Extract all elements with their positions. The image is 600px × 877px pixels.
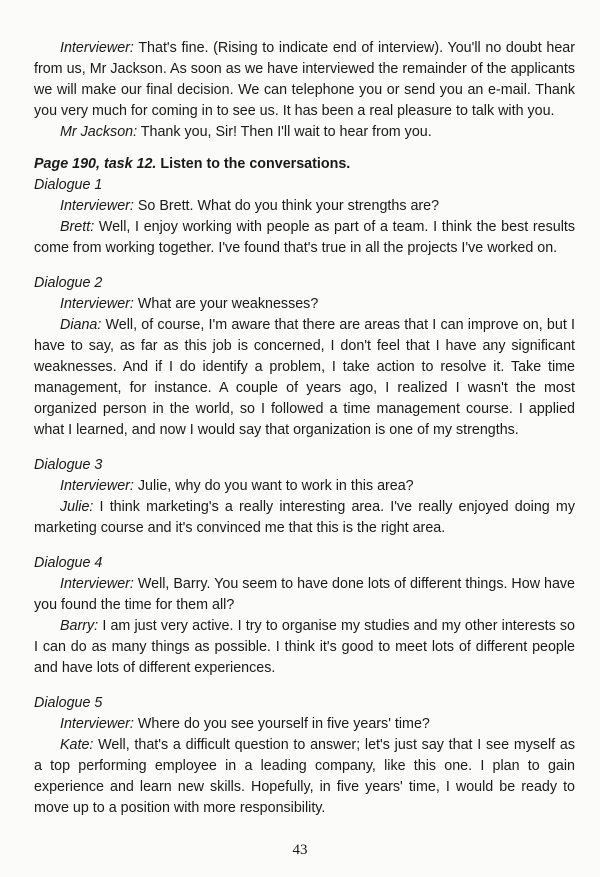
dialogue-title: Dialogue 2 (34, 275, 103, 291)
speaker-label: Interviewer: (60, 198, 134, 214)
speaker-label: Interviewer: (60, 296, 134, 312)
paragraph (34, 38, 575, 122)
utterance-text: What are your weaknesses? (133, 296, 319, 312)
paragraph (34, 196, 575, 217)
paragraph (34, 294, 575, 315)
utterance-text: Thank you, Sir! Then I'll wait to hear from you. (137, 124, 432, 140)
utterance-text: Well, Barry. You seem to have done lots of different things. How have you found the time for them all? (34, 576, 575, 613)
paragraph (34, 122, 575, 143)
task-instruction: Listen to the conversations. (156, 156, 351, 172)
speaker-label: Interviewer: (60, 40, 134, 56)
paragraph (34, 497, 575, 539)
dialogue-title: Dialogue 5 (34, 695, 103, 711)
paragraph (34, 714, 575, 735)
utterance-text: Julie, why do you want to work in this area? (133, 478, 414, 494)
speaker-label: Brett: (60, 219, 95, 235)
utterance-text: Well, I enjoy working with people as part of a team. I think the best results come from working together. I've found that's true in all the projects I've worked on. (34, 219, 575, 256)
speaker-label: Barry: (60, 618, 99, 634)
speaker-label: Diana: (60, 317, 102, 333)
utterance-text: So Brett. What do you think your strengths are? (133, 198, 440, 214)
paragraph (34, 476, 575, 497)
page-number: 43 (292, 842, 308, 858)
dialogue-title: Dialogue 4 (34, 555, 103, 571)
speaker-label: Kate: (60, 737, 94, 753)
dialogue-title: Dialogue 3 (34, 457, 103, 473)
paragraph (34, 735, 575, 819)
dialogue-title: Dialogue 1 (34, 177, 103, 193)
utterance-text: Well, of course, I'm aware that there are areas that I can improve on, but I have to say, as far as this job is concerned, I don't feel that I have any significant weaknesses. And if I do identify a problem, I take action to resolve it. Take time management, for instance. A couple of years ago, I realized I wasn't the most organized person in the world, so I followed a time management course. I applied what I learned, and now I would say that organization is one of my strengths. (34, 317, 575, 438)
utterance-text: I am just very active. I try to organise my studies and my other interests so I can do as many things as possible. I think it's good to meet lots of different people and have lots of different experiences. (34, 618, 575, 676)
paragraph (34, 315, 575, 441)
speaker-label: Mr Jackson: (60, 124, 138, 140)
utterance-text: I think marketing's a really interesting area. I've really enjoyed doing my marketing course and it's convinced me that this is the right area. (34, 499, 575, 536)
task-reference: Page 190, task 12. (34, 156, 157, 172)
paragraph (34, 616, 575, 679)
utterance-text: That's fine. (Rising to indicate end of interview). You'll no doubt hear from us, Mr Jackson. As soon as we have interviewed the remainder of the applicants we will make our final decision. We can telephone you or send you an e-mail. Thank you very much for coming in to see us. It has been a real pleasure to talk with you. (34, 40, 575, 119)
task-heading (34, 154, 575, 175)
speaker-label: Interviewer: (60, 716, 134, 732)
speaker-label: Julie: (60, 499, 94, 515)
speaker-label: Interviewer: (60, 576, 134, 592)
paragraph (34, 217, 575, 259)
speaker-label: Interviewer: (60, 478, 134, 494)
utterance-text: Well, that's a difficult question to answer; let's just say that I see myself as a top performing employee in a leading company, like this one. I plan to gain experience and learn new skills. Hopefully, in five years' time, I would be ready to move up to a position with more responsibility. (34, 737, 575, 816)
utterance-text: Where do you see yourself in five years' time? (133, 716, 430, 732)
paragraph (34, 574, 575, 616)
